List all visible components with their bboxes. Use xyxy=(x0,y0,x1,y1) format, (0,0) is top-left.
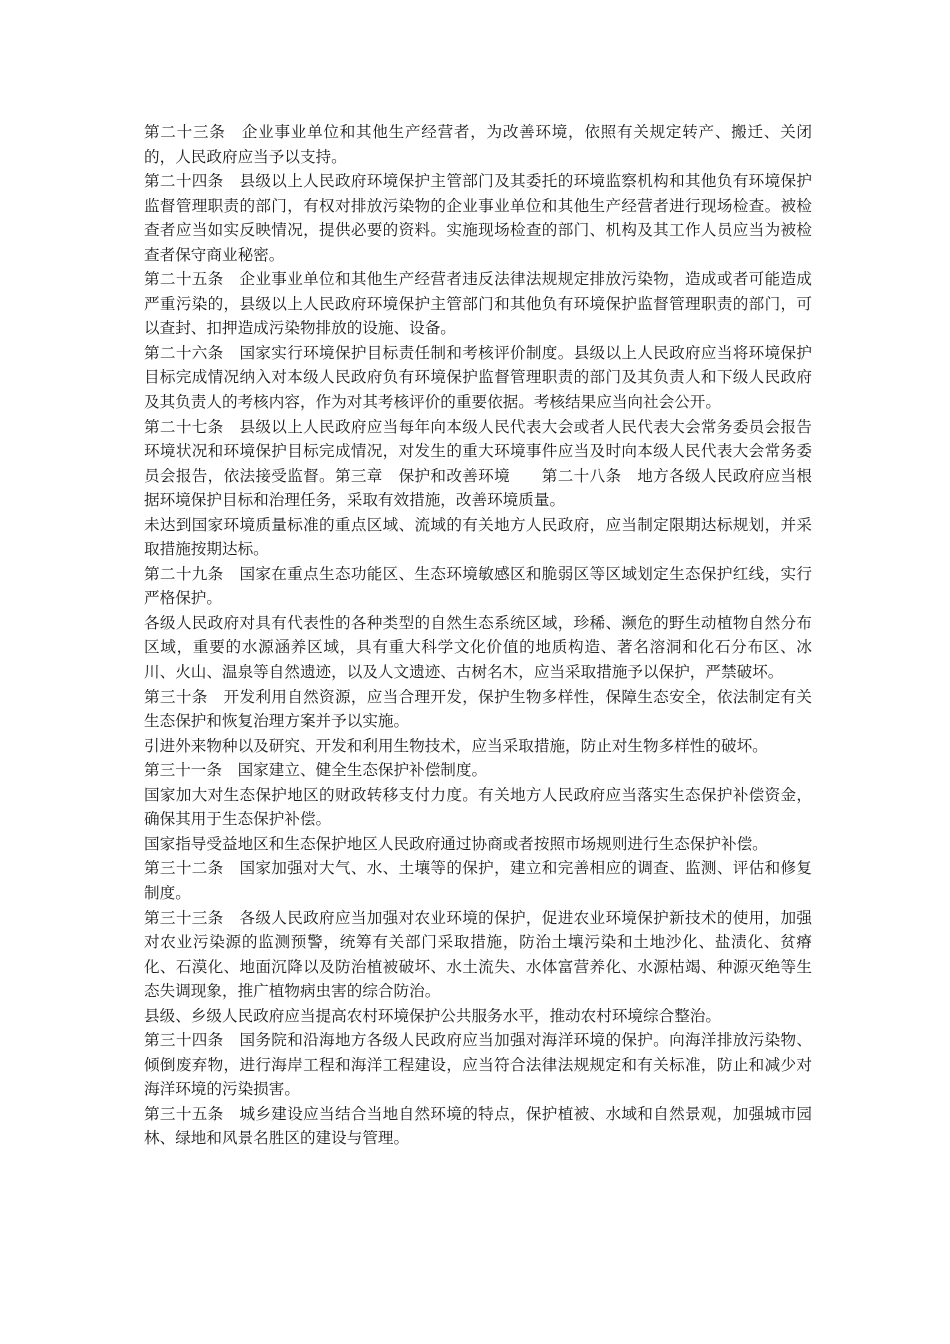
paragraph-article-26: 第二十六条 国家实行环境保护目标责任制和考核评价制度。县级以上人民政府应当将环境保护目标完成情况纳入对本级人民政府负有环境保护监督管理职责的部门及其负责人和下级人民政府及其负责人的考核内容，作为对其考核评价的重要依据。考核结果应当向社会公开。 xyxy=(144,343,812,412)
paragraph-article-28-cont: 未达到国家环境质量标准的重点区域、流域的有关地方人民政府，应当制定限期达标规划，并采取措施按期达标。 xyxy=(144,515,812,559)
paragraph-article-31-cont-1: 国家加大对生态保护地区的财政转移支付力度。有关地方人民政府应当落实生态保护补偿资金，确保其用于生态保护补偿。 xyxy=(144,785,812,829)
paragraph-article-30-cont: 引进外来物种以及研究、开发和利用生物技术，应当采取措施，防止对生物多样性的破坏。 xyxy=(144,736,768,755)
paragraph-article-24: 第二十四条 县级以上人民政府环境保护主管部门及其委托的环境监察机构和其他负有环境保护监督管理职责的部门，有权对排放污染物的企业事业单位和其他生产经营者进行现场检查。被检查者应当如实反映情况，提供必要的资料。实施现场检查的部门、机构及其工作人员应当为被检查者保守商业秘密。 xyxy=(144,172,812,264)
paragraph-article-35: 第三十五条 城乡建设应当结合当地自然环境的特点，保护植被、水域和自然景观，加强城市园林、绿地和风景名胜区的建设与管理。 xyxy=(144,1104,812,1148)
paragraph-article-34: 第三十四条 国务院和沿海地方各级人民政府应当加强对海洋环境的保护。向海洋排放污染物、倾倒废弃物，进行海岸工程和海洋工程建设，应当符合法律法规规定和有关标准，防止和减少对海洋环境的污染损害。 xyxy=(144,1031,812,1099)
paragraph-article-32: 第三十二条 国家加强对大气、水、土壤等的保护，建立和完善相应的调查、监测、评估和修复制度。 xyxy=(144,859,812,902)
paragraph-article-29-cont: 各级人民政府对具有代表性的各种类型的自然生态系统区域，珍稀、濒危的野生动植物自然分布区域，重要的水源涵养区域，具有重大科学文化价值的地质构造、著名溶洞和化石分布区、冰川、火山、温泉等自然遗迹，以及人文遗迹、古树名木，应当采取措施予以保护，严禁破坏。 xyxy=(144,613,812,682)
paragraph-article-31-cont-2: 国家指导受益地区和生态保护地区人民政府通过协商或者按照市场规则进行生态保护补偿。 xyxy=(144,834,768,853)
paragraph-article-27-28: 第二十七条 县级以上人民政府应当每年向本级人民代表大会或者人民代表大会常务委员会报告环境状况和环境保护目标完成情况，对发生的重大环境事件应当及时向本级人民代表大会常务委员会报告，依法接受监督。第三章 保护和改善环境 第二十八条 地方各级人民政府应当根据环境保护目标和治理任务，采取有效措施，改善环境质量。 xyxy=(144,417,812,510)
paragraph-article-33: 第三十三条 各级人民政府应当加强对农业环境的保护，促进农业环境保护新技术的使用，加强对农业污染源的监测预警，统筹有关部门采取措施，防治土壤污染和土地沙化、盐渍化、贫瘠化、石漠化、地面沉降以及防治植被破坏、水土流失、水体富营养化、水源枯竭、种源灭绝等生态失调现象，推广植物病虫害的综合防治。 xyxy=(144,908,812,1001)
paragraph-article-31: 第三十一条 国家建立、健全生态保护补偿制度。 xyxy=(144,761,488,780)
paragraph-article-29: 第二十九条 国家在重点生态功能区、生态环境敏感区和脆弱区等区域划定生态保护红线，实行严格保护。 xyxy=(144,564,812,608)
paragraph-article-30: 第三十条 开发利用自然资源，应当合理开发，保护生物多样性，保障生态安全，依法制定有关生态保护和恢复治理方案并予以实施。 xyxy=(144,687,812,731)
document-body xyxy=(144,120,812,1151)
paragraph-article-23: 第二十三条 企业事业单位和其他生产经营者，为改善环境，依照有关规定转产、搬迁、关闭的，人民政府应当予以支持。 xyxy=(144,123,812,166)
paragraph-article-25: 第二十五条 企业事业单位和其他生产经营者违反法律法规规定排放污染物，造成或者可能造成严重污染的，县级以上人民政府环境保护主管部门和其他负有环境保护监督管理职责的部门，可以查封、扣押造成污染物排放的设施、设备。 xyxy=(144,270,812,338)
paragraph-article-33-cont: 县级、乡级人民政府应当提高农村环境保护公共服务水平，推动农村环境综合整治。 xyxy=(144,1006,721,1025)
